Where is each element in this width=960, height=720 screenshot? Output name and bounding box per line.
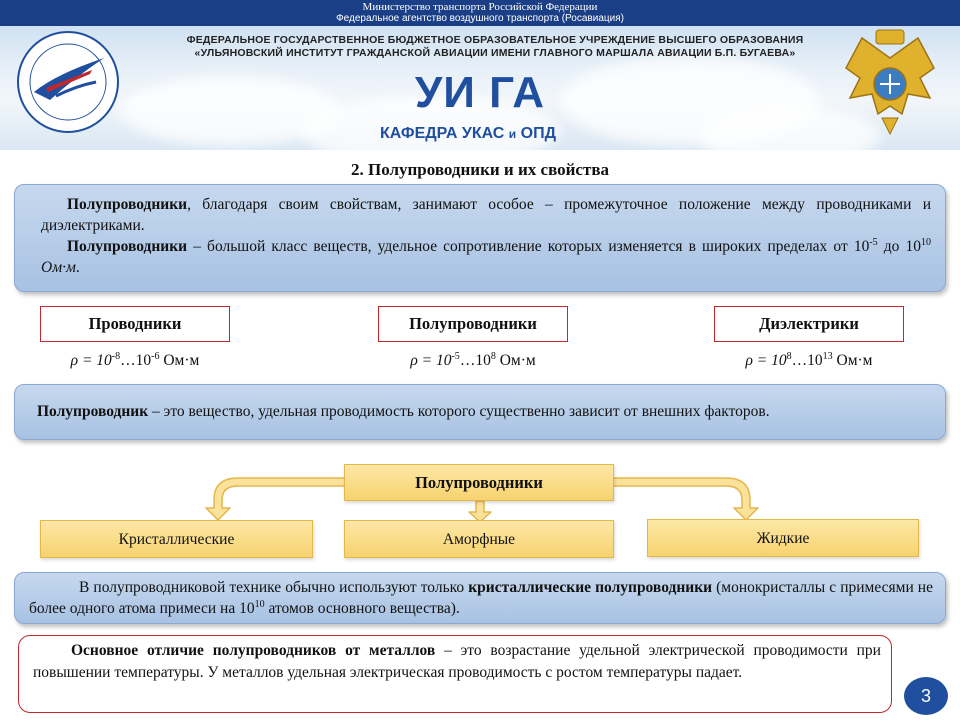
intro-text-1: , благодаря своим свойствам, занимают особое – промежуточное положение между проводниками и диэлектриками. [41,196,931,234]
crystal-note-box [14,572,946,624]
header-bar [0,0,960,26]
metal-difference-box [18,635,892,713]
resistivity-conductors [10,352,260,370]
rho-unit: Ом·м [495,352,536,369]
exponent: 8 [490,351,496,362]
intro-paragraph-1 [41,194,931,236]
exponent: 10 [254,599,265,610]
definition-text: – это вещество, удельная проводимость которого существенно зависит от внешних факторов. [148,403,770,420]
arrow-down [469,501,491,522]
institution-line-2: «УЛЬЯНОВСКИЙ ИНСТИТУТ ГРАЖДАНСКОЙ АВИАЦИИ ИМЕНИ ГЛАВНОГО МАРШАЛА АВИАЦИИ Б.П. БУГАЕВА» [194,47,796,59]
intro-term: Полупроводники [67,238,188,255]
diagram-child-liquid: Жидкие [647,519,919,557]
rho-unit: Ом·м [159,352,200,369]
rho-prefix: ρ = 10 [410,352,452,369]
diagram-root: Полупроводники [344,464,614,501]
brand-title: УИ ГА [414,68,546,117]
unit-text: Ом·м [41,259,76,276]
rho-prefix: ρ = 10 [745,352,787,369]
diagram-child-amorphous: Аморфные [344,520,614,558]
page-number-badge: 3 [904,677,948,715]
rho-mid: …10 [791,352,823,369]
exponent: -6 [151,351,160,362]
definition-box [14,384,946,440]
agency-text: Федеральное агентство воздушного транспорта (Росавиация) [336,13,624,24]
intro-text-2: – большой класс веществ, удельное сопротивление которых изменяется в широких пределах от 10 [187,238,870,255]
rho-mid: …10 [120,352,152,369]
exponent: -8 [111,351,121,362]
rho-mid: …10 [459,352,491,369]
arrow-left [206,478,346,520]
exponent: 8 [786,351,792,362]
department-b: ОПД [520,125,556,142]
definition-term: Полупроводник [37,403,149,420]
ministry-text: Министерство транспорта Российской Федерации [362,1,598,13]
exponent: -5 [451,351,460,362]
department-and: и [508,127,517,141]
department-name [380,125,556,143]
resistivity-dielectrics [684,352,934,370]
class-label-dielectrics: Диэлектрики [714,306,904,342]
arrow-right [612,478,758,520]
crystal-note-text-a: В полупроводниковой технике обычно используют только [79,579,469,596]
slide-title: 2. Полупроводники и их свойства [350,160,610,179]
diagram-child-crystalline: Кристаллические [40,520,313,558]
class-label-conductors: Проводники [40,306,230,342]
resistivity-semiconductors [348,352,598,370]
rho-unit: Ом·м [832,352,873,369]
crystal-note-paragraph [29,577,933,619]
institution-line-1: ФЕДЕРАЛЬНОЕ ГОСУДАРСТВЕННОЕ БЮДЖЕТНОЕ ОБРАЗОВАТЕЛЬНОЕ УЧРЕЖДЕНИЕ ВЫСШЕГО ОБРАЗОВАНИЯ [186,34,804,46]
crystal-note-term: кристаллические полупроводники [468,579,713,596]
difference-term: Основное отличие полупроводников от металлов [71,642,436,659]
exponent: -5 [869,237,878,248]
department-a: КАФЕДРА УКАС [380,125,505,142]
intro-text-end: . [75,259,80,276]
intro-paragraph-2 [41,236,931,278]
intro-text-3: до 10 [877,238,922,255]
crystal-note-text-c: атомов основного вещества). [264,600,460,617]
intro-box [14,184,946,292]
difference-paragraph [33,640,881,684]
class-label-semiconductors: Полупроводники [378,306,568,342]
header-banner [0,26,960,150]
double-headed-eagle-emblem-icon [842,28,938,138]
difference-text: – это возрастание удельной электрической проводимости при повышении температуры. У металлов удельная электрическая проводимость с ростом температуры падает. [33,642,881,681]
intro-term: Полупроводники [67,196,188,213]
exponent: 10 [921,237,932,248]
rho-prefix: ρ = 10 [70,352,112,369]
exponent: 13 [822,351,833,362]
crystal-note-text-b: (монокристаллы с примесями не более одного атома примеси на 10 [29,579,933,617]
